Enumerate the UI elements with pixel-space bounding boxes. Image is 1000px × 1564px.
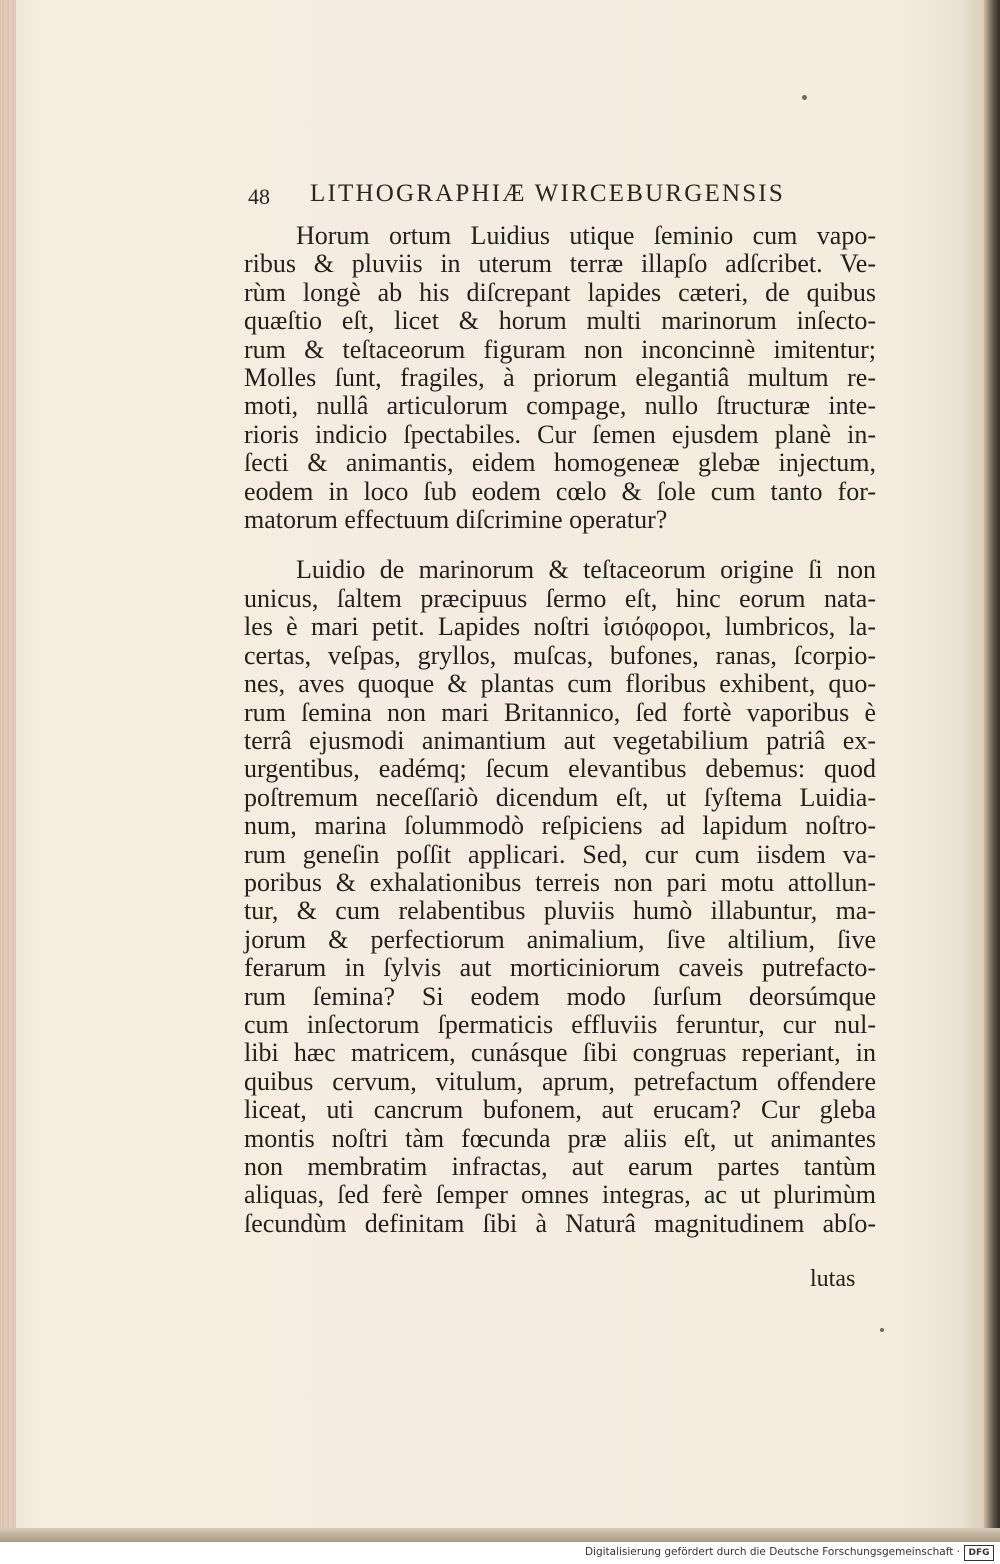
text-line: ribus & pluviis in uterum terræ illapſo adſcribet. Ve- bbox=[244, 249, 876, 279]
text-line: rioris indicio ſpectabiles. Cur ſemen ejusdem planè in- bbox=[244, 419, 876, 449]
text-line: libi hæc matricem, cunásque ſibi congruas reperiant, in bbox=[244, 1038, 876, 1068]
text-line: unicus, ſaltem præcipuus ſermo eſt, hinc eorum nata- bbox=[244, 583, 876, 613]
text-line: eodem in loco ſub eodem cœlo & ſole cum tanto for- bbox=[244, 476, 876, 506]
ink-speck bbox=[802, 95, 807, 100]
text-line: ſecti & animantis, eidem homogeneæ glebæ injectum, bbox=[244, 448, 876, 478]
paragraph bbox=[244, 556, 876, 1238]
text-line: Molles ſunt, fragiles, à priorum elegantiâ multum re- bbox=[244, 363, 876, 393]
page-stack-left-edge bbox=[0, 0, 16, 1540]
text-line: matorum effectuum diſcrimine operatur? bbox=[244, 505, 668, 535]
text-line: terrâ ejusmodi animantium aut vegetabilium patriâ ex- bbox=[244, 725, 876, 755]
funding-credit: Digitalisierung gefördert durch die Deutsche Forschungsgemeinschaft · bbox=[584, 1546, 960, 1558]
book-binding-right-edge bbox=[984, 0, 1000, 1540]
text-line: rum geneſin poſſit applicari. Sed, cur cum iisdem va- bbox=[244, 839, 876, 869]
text-line: ferarum in ſylvis aut morticiniorum caveis putrefacto- bbox=[244, 953, 876, 983]
catchword: lutas bbox=[810, 1266, 856, 1292]
text-line: quæſtio eſt, licet & horum multi marinorum inſecto- bbox=[244, 306, 876, 336]
text-line: liceat, uti cancrum bufonem, aut erucam? Cur gleba bbox=[244, 1095, 876, 1125]
text-line: rum ſemina non mari Britannico, ſed fortè vaporibus è bbox=[244, 697, 876, 727]
page-bottom-edge bbox=[0, 1528, 1000, 1542]
text-line: tur, & cum relabentibus pluviis humò illabuntur, ma- bbox=[244, 896, 876, 926]
text-line: num, marina ſolummodò reſpiciens ad lapidum noſtro- bbox=[244, 811, 876, 841]
text-line: les è mari petit. Lapides noſtri ἰσιόφοροι, lumbricos, la- bbox=[244, 612, 876, 642]
running-title: LITHOGRAPHIÆ WIRCEBURGENSIS bbox=[310, 180, 785, 207]
page-header bbox=[248, 180, 838, 216]
text-line: rùm longè ab his diſcrepant lapides cæteri, de quibus bbox=[244, 277, 876, 307]
text-line: aliquas, ſed ferè ſemper omnes integras, ac ut plurimùm bbox=[244, 1180, 876, 1210]
text-line: montis noſtri tàm fœcunda præ aliis eſt, ut animantes bbox=[244, 1123, 876, 1153]
text-line: quibus cervum, vitulum, aprum, petrefactum offendere bbox=[244, 1066, 876, 1096]
body-text bbox=[244, 222, 876, 1238]
text-line: moti, nullâ articulorum compage, nullo ſtructuræ inte- bbox=[244, 391, 876, 421]
text-line: non membratim infractas, aut earum partes tantùm bbox=[244, 1152, 876, 1181]
text-line: urgentibus, eadémq; ſecum elevantibus debemus: quod bbox=[244, 754, 876, 784]
text-line: poribus & exhalationibus terreis non pari motu attollun- bbox=[244, 867, 876, 897]
text-line: nes, aves quoque & plantas cum floribus exhibent, quo- bbox=[244, 669, 876, 699]
text-line: ſecundùm definitam ſibi à Naturâ magnitudinem abſo- bbox=[244, 1208, 876, 1238]
page-number: 48 bbox=[248, 184, 270, 209]
dfg-logo-icon: DFG bbox=[964, 1545, 994, 1561]
text-line: rum ſemina? Si eodem modo ſurſum deorsúmque bbox=[244, 981, 876, 1011]
text-line: Luidio de marinorum & teſtaceorum origine ſi non bbox=[296, 555, 876, 585]
ink-speck bbox=[880, 1328, 884, 1332]
text-line: poſtremum neceſſariò dicendum eſt, ut ſyſtema Luidia- bbox=[244, 782, 876, 812]
text-line: rum & teſtaceorum figuram non inconcinnè imitentur; bbox=[244, 334, 876, 364]
text-line: Horum ortum Luidius utique ſeminio cum vapo- bbox=[296, 221, 876, 250]
text-line: jorum & perfectiorum animalium, ſive altilium, ſive bbox=[244, 924, 876, 954]
paragraph bbox=[244, 222, 876, 534]
text-line: cum inſectorum ſpermaticis effluviis feruntur, cur nul- bbox=[244, 1009, 876, 1039]
text-line: certas, veſpas, gryllos, muſcas, bufones, ranas, ſcorpio- bbox=[244, 640, 876, 670]
